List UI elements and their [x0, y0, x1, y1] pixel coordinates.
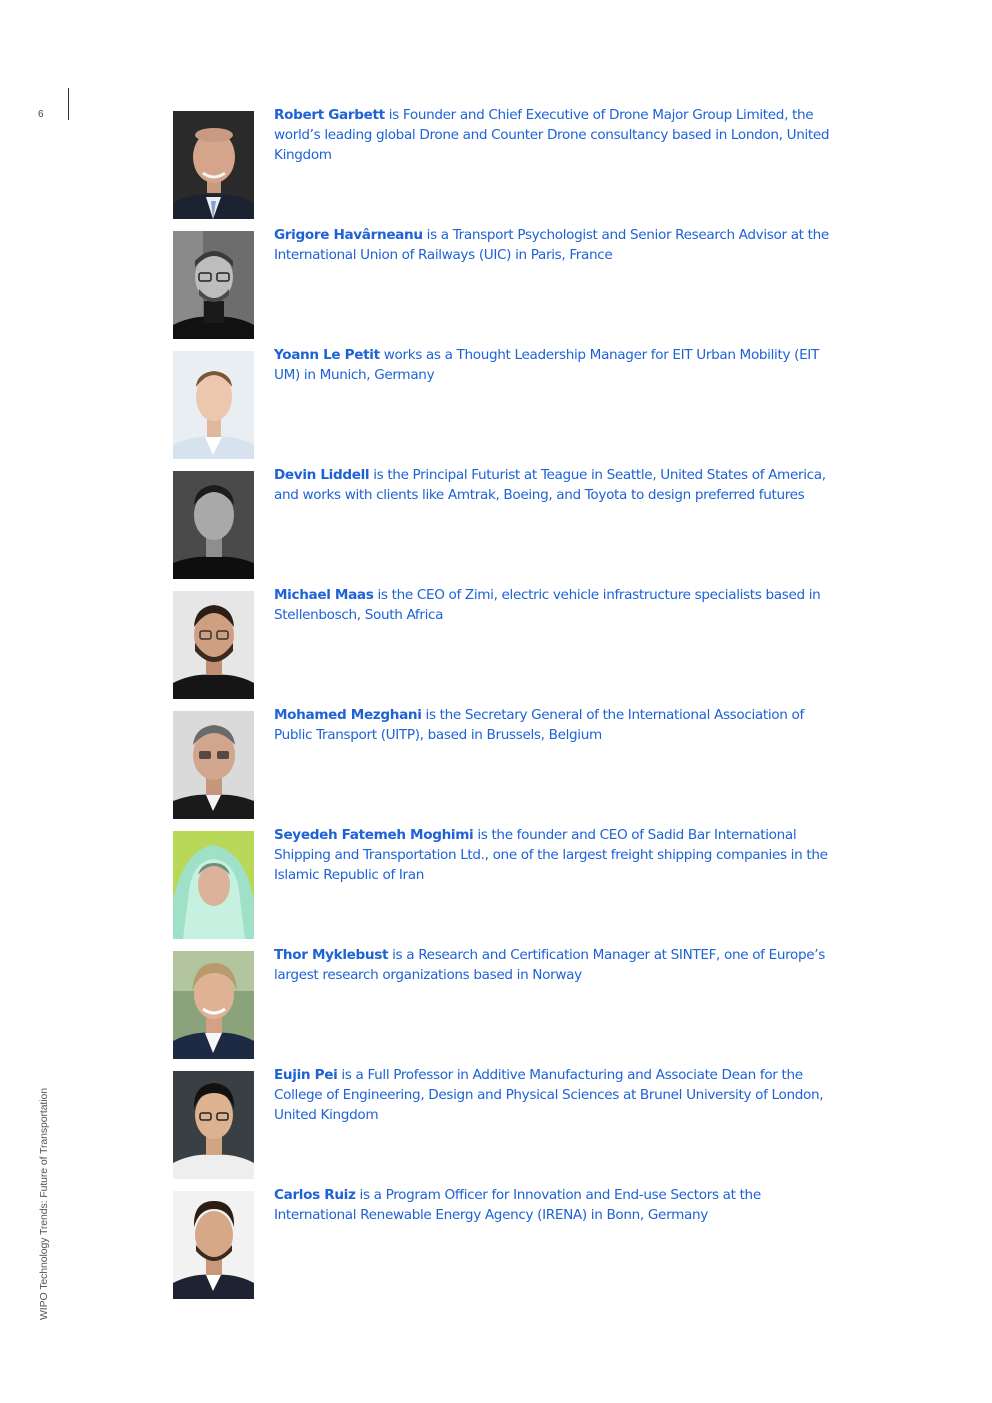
bio-name: Grigore Havârneanu: [274, 227, 423, 243]
bio-entry: [173, 827, 833, 939]
bio-name: Seyedeh Fatemeh Moghimi: [274, 827, 474, 843]
running-title: WIPO Technology Trends: Future of Transportation: [38, 1088, 50, 1320]
bio-text: [274, 705, 834, 745]
portrait-photo: [173, 591, 254, 699]
bio-description: is Founder and Chief Executive of Drone Major Group Limited, the world’s leading global Drone and Counter Drone consultancy based in London, United Kingdom: [274, 107, 830, 163]
bio-name: Mohamed Mezghani: [274, 707, 422, 723]
bio-entry: [173, 347, 833, 459]
portrait-photo: [173, 111, 254, 219]
bio-text: [274, 1065, 834, 1125]
bio-entry: [173, 587, 833, 699]
bio-description: is the Secretary General of the International Association of Public Transport (UITP), based in Brussels, Belgium: [274, 707, 804, 743]
bio-text: [274, 105, 834, 165]
bio-description: is the founder and CEO of Sadid Bar International Shipping and Transportation Ltd., one of the largest freight shipping companies in the Islamic Republic of Iran: [274, 827, 828, 883]
bio-text: [274, 345, 834, 385]
bio-entry: [173, 947, 833, 1059]
portrait-photo: [173, 1071, 254, 1179]
bio-description: is a Program Officer for Innovation and End-use Sectors at the International Renewable Energy Agency (IRENA) in Bonn, Germany: [274, 1187, 761, 1223]
bio-text: [274, 825, 834, 885]
bio-entry: [173, 467, 833, 579]
bio-name: Devin Liddell: [274, 467, 370, 483]
portrait-photo: [173, 231, 254, 339]
portrait-photo: [173, 711, 254, 819]
bio-name: Yoann Le Petit: [274, 347, 380, 363]
bio-name: Thor Myklebust: [274, 947, 389, 963]
bio-description: is a Full Professor in Additive Manufacturing and Associate Dean for the College of Engineering, Design and Physical Sciences at Brunel University of London, United Kingdom: [274, 1067, 824, 1123]
bio-description: works as a Thought Leadership Manager for EIT Urban Mobility (EIT UM) in Munich, Germany: [274, 347, 819, 383]
bio-entry: [173, 107, 833, 219]
bio-text: [274, 225, 834, 265]
bio-text: [274, 465, 834, 505]
bio-text: [274, 1185, 834, 1225]
portrait-photo: [173, 951, 254, 1059]
bio-description: is the Principal Futurist at Teague in Seattle, United States of America, and works with clients like Amtrak, Boeing, and Toyota to design preferred futures: [274, 467, 826, 503]
portrait-photo: [173, 351, 254, 459]
bio-description: is a Transport Psychologist and Senior Research Advisor at the International Union of Railways (UIC) in Paris, France: [274, 227, 829, 263]
bio-entry: [173, 707, 833, 819]
portrait-photo: [173, 471, 254, 579]
portrait-photo: [173, 1191, 254, 1299]
bio-entry: [173, 1067, 833, 1179]
bio-text: [274, 945, 834, 985]
bio-description: is the CEO of Zimi, electric vehicle infrastructure specialists based in Stellenbosch, South Africa: [274, 587, 821, 623]
bio-name: Robert Garbett: [274, 107, 385, 123]
bio-entry: [173, 1187, 833, 1299]
bio-text: [274, 585, 834, 625]
page-number: 6: [38, 109, 44, 120]
portrait-photo: [173, 831, 254, 939]
bio-description: is a Research and Certification Manager at SINTEF, one of Europe’s largest research organizations based in Norway: [274, 947, 825, 983]
bio-entry: [173, 227, 833, 339]
bio-name: Michael Maas: [274, 587, 374, 603]
bio-name: Carlos Ruiz: [274, 1187, 356, 1203]
margin-rule: [68, 88, 69, 120]
bio-name: Eujin Pei: [274, 1067, 338, 1083]
